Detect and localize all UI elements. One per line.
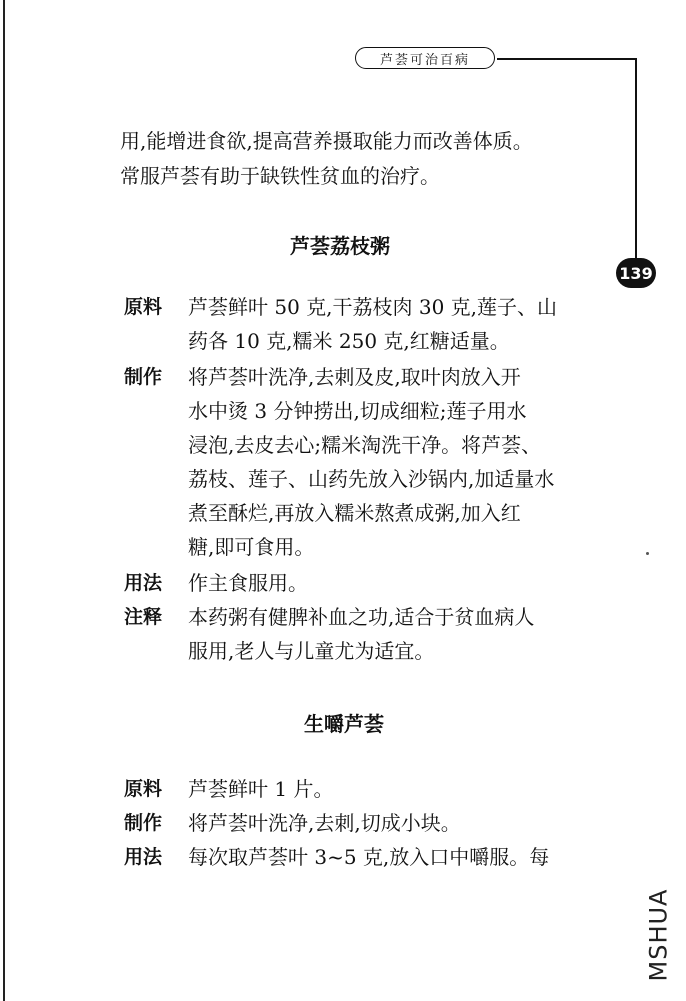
entry-text: 将芦荟叶洗净,去刺,切成小块。: [188, 811, 461, 835]
page-left-rule: [3, 0, 5, 1001]
intro-line-1: 用,能增进食欲,提高营养摄取能力而改善体质。: [120, 129, 533, 153]
running-header-banner: [355, 47, 495, 69]
watermark-text: MSHUA: [644, 888, 673, 982]
scan-speck: [646, 552, 649, 555]
watermark: [628, 880, 686, 990]
header-vertical-rule: [635, 58, 637, 258]
recipe-2-title: 生嚼芦荟: [304, 712, 384, 736]
entry-text: 芦荟鲜叶 50 克,干荔枝肉 30 克,莲子、山 药各 10 克,糯米 250 克,红糖适量。: [188, 295, 558, 353]
recipe-1-title: 芦荟荔枝粥: [290, 234, 390, 258]
entry-text: 将芦荟叶洗净,去刺及皮,取叶肉放入开 水中烫 3 分钟捞出,切成细粒;莲子用水 浸泡,去皮去心;糯米淘洗干净。将芦荟、 荔枝、莲子、山药先放入沙锅内,加适量水 煮至酥烂,再放入糯米熬煮成粥,加入红 糖,即可食用。: [188, 365, 555, 559]
page-number: 139: [619, 263, 653, 283]
entry-label: 原料: [124, 296, 163, 318]
entry-label: 原料: [124, 778, 163, 800]
entry-text: 本药粥有健脾补血之功,适合于贫血病人 服用,老人与儿童尤为适宜。: [188, 605, 535, 663]
entry-label: 注释: [124, 606, 163, 628]
intro-line-2: 常服芦荟有助于缺铁性贫血的治疗。: [120, 164, 440, 188]
entry-label: 用法: [124, 572, 163, 594]
header-rule: [497, 58, 635, 60]
entry-text: 每次取芦荟叶 3~5 克,放入口中嚼服。每: [188, 845, 550, 869]
entry-text: 作主食服用。: [188, 571, 308, 595]
entry-label: 制作: [124, 812, 163, 834]
page-number-badge: [616, 258, 656, 288]
entry-text: 芦荟鲜叶 1 片。: [188, 777, 334, 801]
entry-label: 用法: [124, 846, 163, 868]
running-header-title: 芦荟可治百病: [379, 52, 470, 68]
entry-label: 制作: [124, 366, 163, 388]
